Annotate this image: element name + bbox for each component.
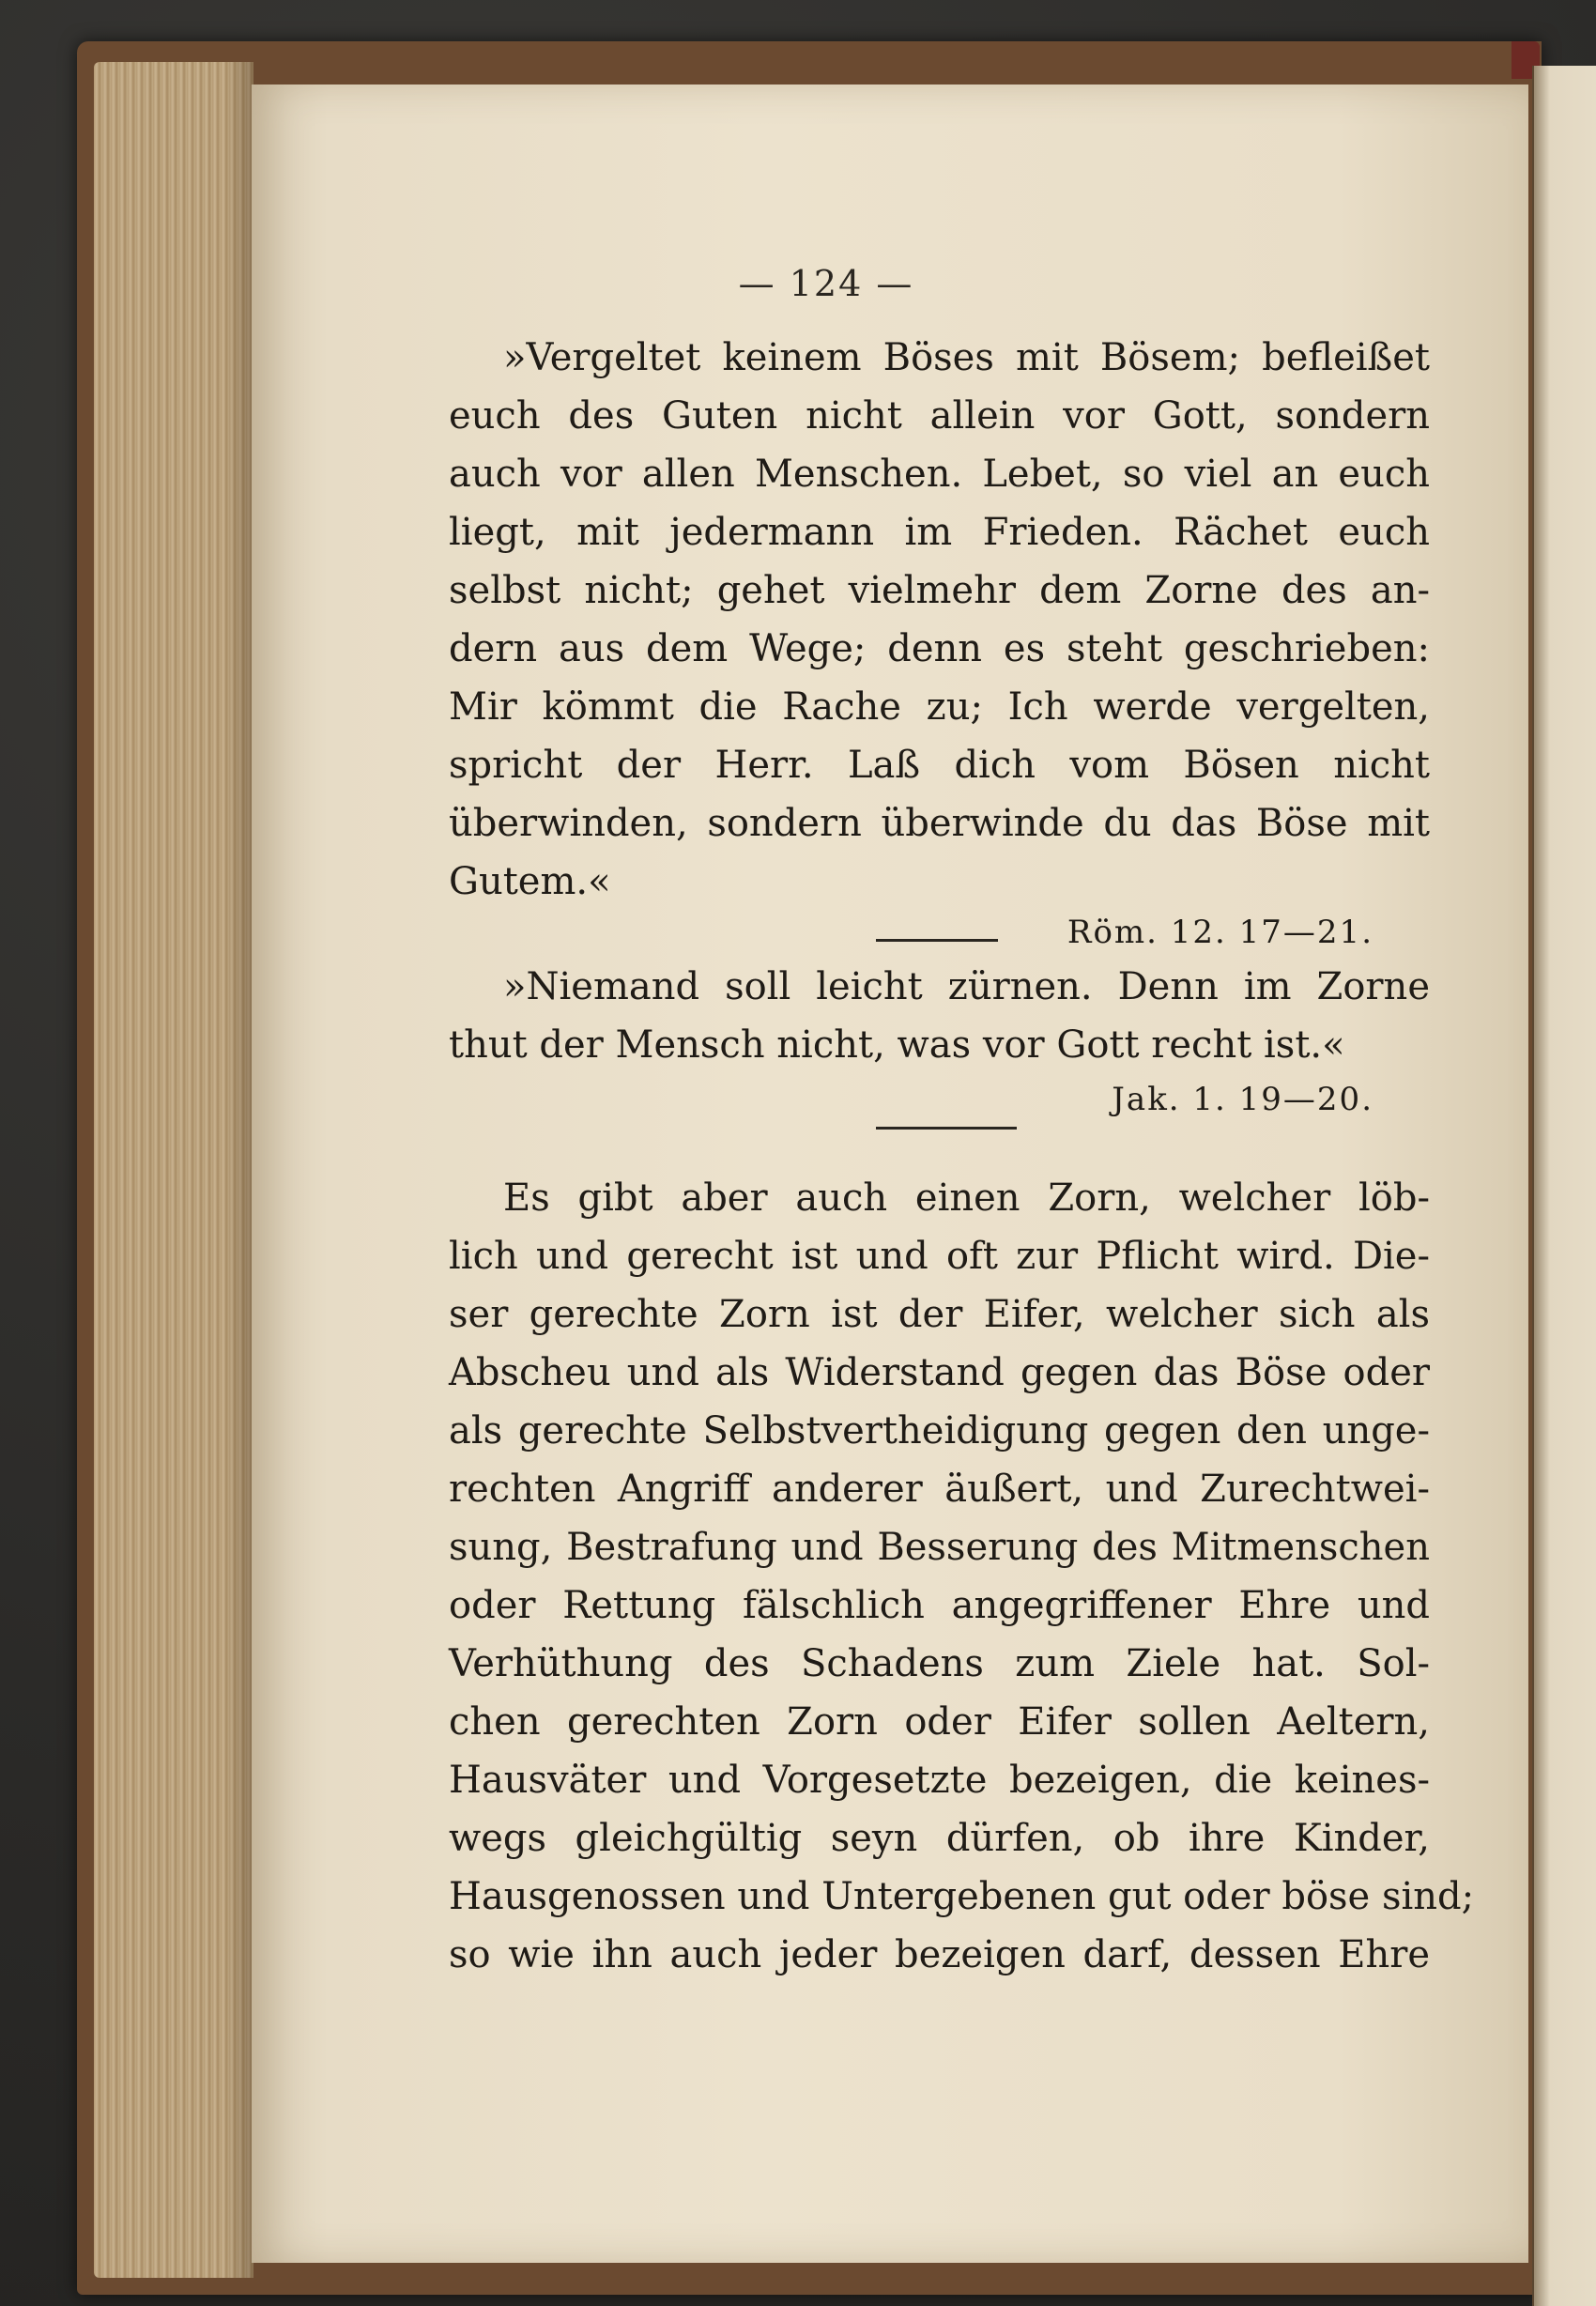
text-line: liegt, mit jedermann im Frieden. Rächet euch (449, 511, 1430, 554)
text-line: selbst nicht; gehet vielmehr dem Zorne des an- (449, 569, 1430, 612)
text-line: »Vergeltet keinem Böses mit Bösem; befleißet (503, 336, 1430, 379)
separator-rule (876, 1127, 1017, 1130)
text-line: auch vor allen Menschen. Lebet, so viel an euch (449, 453, 1430, 496)
text-line: oder Rettung fälschlich angegriffener Ehre und (449, 1584, 1430, 1627)
text-line: rechten Angriff anderer äußert, und Zurechtwei- (449, 1468, 1430, 1511)
page-number: — 124 — (738, 263, 914, 304)
separator-rule (876, 939, 998, 942)
text-line: euch des Guten nicht allein vor Gott, sondern (449, 394, 1430, 438)
text-line: dern aus dem Wege; denn es steht geschrieben: (449, 627, 1430, 670)
page-edges (94, 62, 253, 2278)
text-line: Verhüthung des Schadens zum Ziele hat. Sol- (449, 1642, 1430, 1685)
facing-page-edge (1532, 66, 1596, 2306)
bible-reference: Jak. 1. 19—20. (1112, 1081, 1373, 1118)
text-line: chen gerechten Zorn oder Eifer sollen Aeltern, (449, 1700, 1430, 1744)
text-line: Mir kömmt die Rache zu; Ich werde vergelten, (449, 685, 1430, 729)
text-line: Es gibt aber auch einen Zorn, welcher löb- (503, 1176, 1430, 1220)
text-line: so wie ihn auch jeder bezeigen darf, dessen Ehre (449, 1933, 1430, 1976)
text-line: wegs gleichgültig seyn dürfen, ob ihre Kinder, (449, 1817, 1430, 1860)
text-line: Gutem.« (449, 860, 611, 903)
text-line: thut der Mensch nicht, was vor Gott recht ist.« (449, 1023, 1345, 1067)
text-line: »Niemand soll leicht zürnen. Denn im Zorne (503, 965, 1430, 1008)
text-line: als gerechte Selbstvertheidigung gegen den unge- (449, 1409, 1430, 1453)
text-line: lich und gerecht ist und oft zur Pflicht wird. Die- (449, 1235, 1430, 1278)
bible-reference: Röm. 12. 17—21. (1067, 914, 1373, 951)
text-line: Hausväter und Vorgesetzte bezeigen, die keines- (449, 1759, 1430, 1802)
text-line: ser gerechte Zorn ist der Eifer, welcher sich als (449, 1293, 1430, 1336)
text-line: Abscheu und als Widerstand gegen das Böse oder (449, 1351, 1430, 1394)
text-line: sung, Bestrafung und Besserung des Mitmenschen (449, 1526, 1430, 1569)
text-line: Hausgenossen und Untergebenen gut oder böse sind; (449, 1875, 1475, 1918)
text-line: spricht der Herr. Laß dich vom Bösen nicht (449, 744, 1430, 787)
text-line: überwinden, sondern überwinde du das Böse mit (449, 802, 1430, 845)
